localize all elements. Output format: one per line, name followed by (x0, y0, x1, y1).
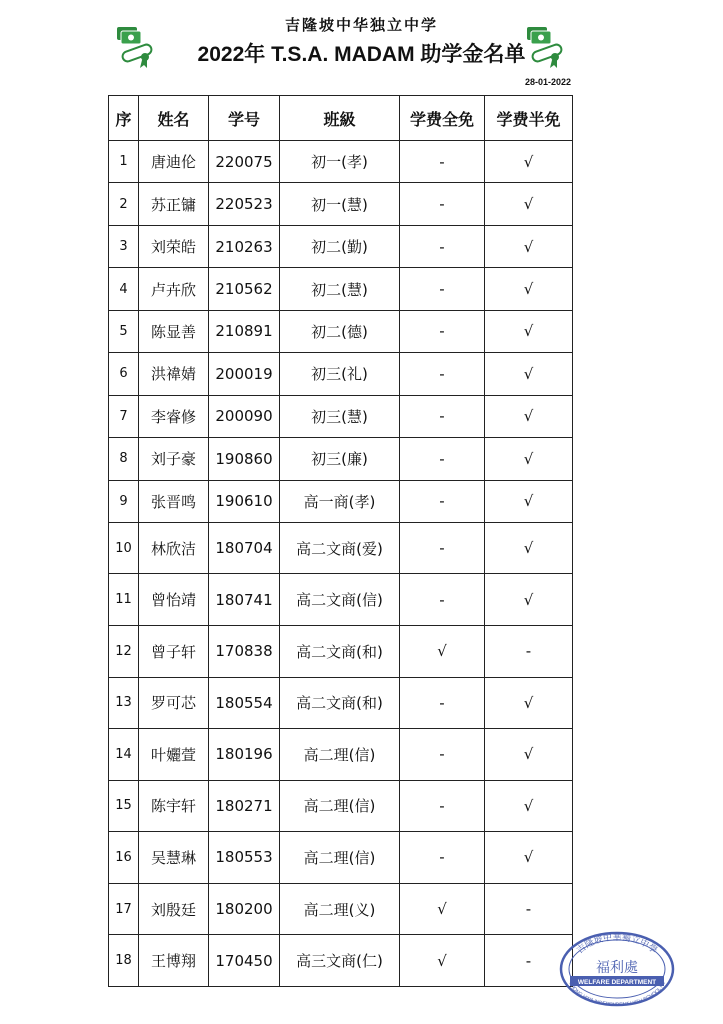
class-name: 初二(德) (280, 310, 400, 352)
full-waiver-mark: - (400, 480, 485, 522)
student-id: 200090 (209, 395, 280, 437)
half-waiver-mark: - (485, 935, 573, 987)
welfare-department-stamp (558, 930, 676, 1008)
svg-text:吉隆坡中華獨立中學 (574, 931, 659, 956)
row-number: 12 (109, 626, 139, 678)
table-row (109, 310, 573, 352)
student-id: 180554 (209, 677, 280, 729)
table-row (109, 480, 573, 522)
half-waiver-mark: - (485, 626, 573, 678)
row-number: 1 (109, 141, 139, 183)
col-header-name: 姓名 (139, 96, 209, 141)
table-row (109, 141, 573, 183)
student-id: 180196 (209, 729, 280, 781)
class-name: 高一商(孝) (280, 480, 400, 522)
row-number: 15 (109, 780, 139, 832)
row-number: 18 (109, 935, 139, 987)
class-name: 高二文商(爱) (280, 522, 400, 574)
table-row (109, 438, 573, 480)
school-name: 吉隆坡中华独立中学 (284, 16, 438, 34)
student-id: 210562 (209, 268, 280, 310)
half-waiver-mark: - (485, 883, 573, 935)
student-id: 200019 (209, 353, 280, 395)
class-name: 初二(勤) (280, 225, 400, 267)
class-name: 初三(慧) (280, 395, 400, 437)
class-name: 高二理(信) (280, 832, 400, 884)
date-label: 28-01-2022 (524, 77, 571, 87)
page-title: 2022年 T.S.A. MADAM 助学金名单 (197, 43, 526, 66)
half-waiver-mark: √ (485, 225, 573, 267)
student-name: 林欣洁 (139, 522, 209, 574)
student-name: 张晋鸣 (139, 480, 209, 522)
full-waiver-mark: √ (400, 626, 485, 678)
row-number: 16 (109, 832, 139, 884)
table-row (109, 626, 573, 678)
half-waiver-mark: √ (485, 183, 573, 225)
table-row (109, 677, 573, 729)
table-row (109, 780, 573, 832)
half-waiver-mark: √ (485, 353, 573, 395)
class-name: 初二(慧) (280, 268, 400, 310)
full-waiver-mark: - (400, 677, 485, 729)
student-id: 220075 (209, 141, 280, 183)
student-name: 苏正镛 (139, 183, 209, 225)
student-id: 190860 (209, 438, 280, 480)
student-name: 唐迪伦 (139, 141, 209, 183)
full-waiver-mark: - (400, 353, 485, 395)
student-name: 王博翔 (139, 935, 209, 987)
student-name: 叶孋萱 (139, 729, 209, 781)
row-number: 10 (109, 522, 139, 574)
student-id: 170450 (209, 935, 280, 987)
full-waiver-mark: - (400, 183, 485, 225)
class-name: 高二文商(和) (280, 626, 400, 678)
stamp-top-text: 吉隆坡中華獨立中學 (575, 933, 659, 957)
half-waiver-mark: √ (485, 141, 573, 183)
class-name: 高二理(义) (280, 883, 400, 935)
class-name: 高二理(信) (280, 729, 400, 781)
table-row (109, 353, 573, 395)
table-row (109, 522, 573, 574)
table-row (109, 574, 573, 626)
full-waiver-mark: - (400, 832, 485, 884)
stamp-bottom-text: CHONG HWA INDEPENDENT HIGH SCHOOL KL (567, 980, 667, 1008)
full-waiver-mark: - (400, 395, 485, 437)
half-waiver-mark: √ (485, 310, 573, 352)
student-name: 陈显善 (139, 310, 209, 352)
student-id: 180741 (209, 574, 280, 626)
row-number: 8 (109, 438, 139, 480)
table-row (109, 729, 573, 781)
full-waiver-mark: - (400, 729, 485, 781)
half-waiver-mark: √ (485, 522, 573, 574)
student-name: 陈宇轩 (139, 780, 209, 832)
full-waiver-mark: - (400, 438, 485, 480)
row-number: 4 (109, 268, 139, 310)
full-waiver-mark: - (400, 574, 485, 626)
student-name: 刘荣皓 (139, 225, 209, 267)
col-header-no: 序 (109, 96, 139, 141)
row-number: 14 (109, 729, 139, 781)
student-name: 刘子豪 (139, 438, 209, 480)
class-name: 高二文商(信) (280, 574, 400, 626)
full-waiver-mark: √ (400, 935, 485, 987)
student-name: 刘殷廷 (139, 883, 209, 935)
row-number: 3 (109, 225, 139, 267)
class-name: 高二理(信) (280, 780, 400, 832)
stamp-band-text: WELFARE DEPARTMENT (577, 979, 657, 986)
full-waiver-mark: - (400, 141, 485, 183)
row-number: 7 (109, 395, 139, 437)
table-row (109, 183, 573, 225)
half-waiver-mark: √ (485, 832, 573, 884)
full-waiver-mark: - (400, 310, 485, 352)
half-waiver-mark: √ (485, 438, 573, 480)
class-name: 初一(慧) (280, 183, 400, 225)
row-number: 9 (109, 480, 139, 522)
student-id: 180553 (209, 832, 280, 884)
student-id: 190610 (209, 480, 280, 522)
table-row (109, 883, 573, 935)
row-number: 11 (109, 574, 139, 626)
full-waiver-mark: √ (400, 883, 485, 935)
half-waiver-mark: √ (485, 480, 573, 522)
row-number: 17 (109, 883, 139, 935)
half-waiver-mark: √ (485, 677, 573, 729)
student-id: 210263 (209, 225, 280, 267)
table-row (109, 395, 573, 437)
full-waiver-mark: - (400, 522, 485, 574)
full-waiver-mark: - (400, 268, 485, 310)
student-name: 洪禕婧 (139, 353, 209, 395)
full-waiver-mark: - (400, 780, 485, 832)
student-id: 180271 (209, 780, 280, 832)
student-name: 吴慧琳 (139, 832, 209, 884)
row-number: 2 (109, 183, 139, 225)
table-row (109, 832, 573, 884)
row-number: 5 (109, 310, 139, 352)
class-name: 初三(廉) (280, 438, 400, 480)
student-name: 罗可芯 (139, 677, 209, 729)
col-header-full-waiver: 学费全免 (400, 96, 485, 141)
student-id: 170838 (209, 626, 280, 678)
stamp-center-text: 福利處 (596, 960, 638, 976)
half-waiver-mark: √ (485, 729, 573, 781)
student-id: 220523 (209, 183, 280, 225)
col-header-half-waiver: 学费半免 (485, 96, 573, 141)
half-waiver-mark: √ (485, 268, 573, 310)
class-name: 高二文商(和) (280, 677, 400, 729)
col-header-class: 班級 (280, 96, 400, 141)
table-row (109, 268, 573, 310)
half-waiver-mark: √ (485, 574, 573, 626)
student-name: 李睿修 (139, 395, 209, 437)
student-name: 曾子轩 (139, 626, 209, 678)
money-scholarship-icon (114, 24, 160, 70)
table-row (109, 225, 573, 267)
student-id: 180200 (209, 883, 280, 935)
full-waiver-mark: - (400, 225, 485, 267)
student-name: 曾怡靖 (139, 574, 209, 626)
scholarship-table (108, 95, 573, 987)
class-name: 初一(孝) (280, 141, 400, 183)
student-name: 卢卉欣 (139, 268, 209, 310)
table-header-row (109, 96, 573, 141)
student-id: 180704 (209, 522, 280, 574)
student-id: 210891 (209, 310, 280, 352)
money-scholarship-icon (524, 24, 570, 70)
row-number: 6 (109, 353, 139, 395)
class-name: 初三(礼) (280, 353, 400, 395)
col-header-id: 学号 (209, 96, 280, 141)
class-name: 高三文商(仁) (280, 935, 400, 987)
table-row (109, 935, 573, 987)
half-waiver-mark: √ (485, 780, 573, 832)
half-waiver-mark: √ (485, 395, 573, 437)
row-number: 13 (109, 677, 139, 729)
